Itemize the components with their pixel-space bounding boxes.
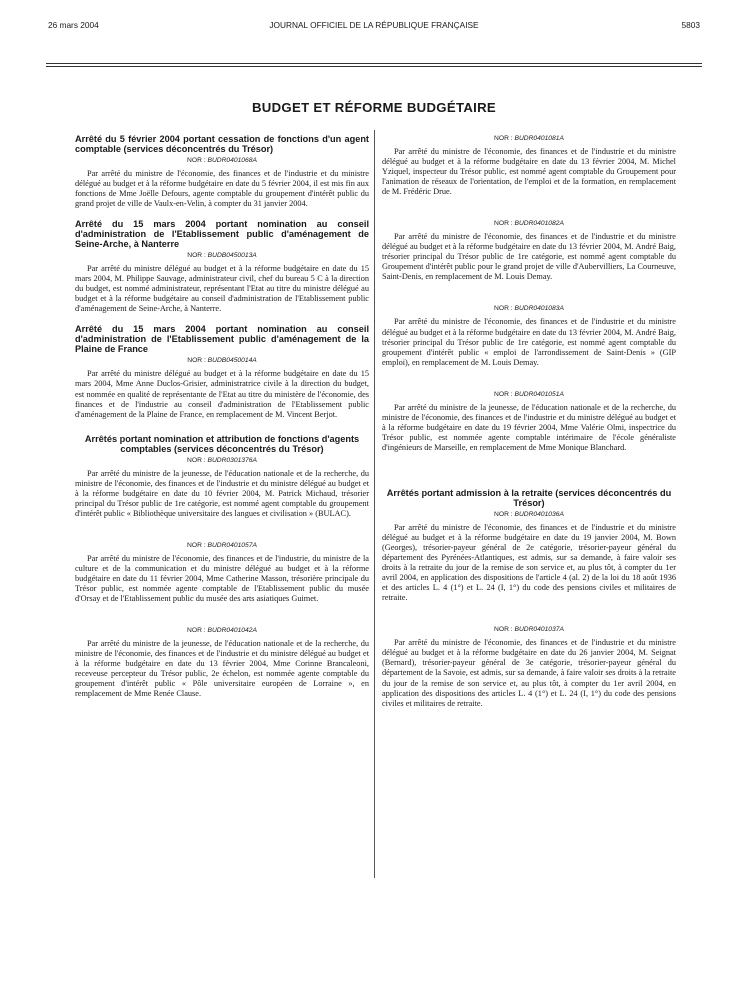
right-column bbox=[382, 134, 676, 709]
nor-code: BUDR0301376A bbox=[207, 456, 257, 464]
nor-reference bbox=[75, 251, 369, 260]
article-text: Par arrêté du ministre de la jeunesse, de l'éducation nationale et de la recherche, du ministre de l'économie, des finances et de l'industrie et du ministre délégué au budget et à la réforme budgétaire en date du 10 février 2004, M. Patrick Michaud, trésorier principal du Trésor public de 1re catégorie, est nommé agent comptable du groupement d'intérêt public « Bibliothèque universitaire des langues et civilisation » (BULAC). bbox=[75, 468, 369, 518]
nor-reference bbox=[382, 390, 676, 399]
header-rule-thin bbox=[46, 66, 702, 67]
article-title: Arrêté du 5 février 2004 portant cessation de fonctions d'un agent comptable (services déconcentrés du Trésor) bbox=[75, 134, 369, 154]
nor-label: NOR : bbox=[187, 541, 206, 549]
article-text: Par arrêté du ministre de l'économie, des finances et de l'industrie et du ministre délégué au budget et à la réforme budgétaire en date du 5 février 2004, il est mis fin aux fonctions de Mme Joëlle Defours, agente comptable du groupement d'intérêt public du grand projet de ville de Vaulx-en-Velin, à compter du 31 janvier 2004. bbox=[75, 169, 369, 209]
article-text: Par arrêté du ministre de l'économie, des finances et de l'industrie et du ministre délégué au budget et à la réforme budgétaire en date du 26 janvier 2004, M. Seignat (Bernard), trésorier-payeur général de 3e catégorie, trésorier-payeur général du département de la Savoie, est admis, sur sa demande, à faire valoir ses droits à la retraite du jour de la remise de son service et, au plus tôt, à compter du 1er avril 2004, en application des dispositions des articles L. 4 (1°) et L. 24 (I, 1°) du code des pensions civiles et militaires de retraite. bbox=[382, 638, 676, 708]
nor-code: BUDB0450013A bbox=[207, 252, 257, 260]
nor-reference bbox=[75, 156, 369, 165]
nor-reference bbox=[75, 541, 369, 550]
nor-code: BUDR0401036A bbox=[514, 510, 564, 518]
article-title: Arrêtés portant nomination et attribution de fonctions d'agents comptables (services déconcentrés du Trésor) bbox=[84, 433, 360, 454]
nor-code: BUDR0401042A bbox=[207, 627, 257, 635]
nor-reference bbox=[382, 219, 676, 228]
article-text: Par arrêté du ministre délégué au budget et à la réforme budgétaire en date du 15 mars 2004, Mme Anne Duclos-Grisier, administratrice civile à la direction du budget, est nommée en qualité de représentante de l'Etat au titre du ministère de l'économie, des finances et de l'industrie au conseil d'administration de l'Etablissement public d'aménagement de la Plaine de France, en remplacement de M. Vincent Berjot. bbox=[75, 369, 369, 419]
article bbox=[75, 626, 369, 699]
nor-reference bbox=[75, 356, 369, 365]
nor-reference bbox=[382, 510, 676, 519]
nor-label: NOR : bbox=[494, 626, 513, 634]
article bbox=[382, 219, 676, 282]
article-title: Arrêtés portant admission à la retraite (services déconcentrés du Trésor) bbox=[386, 487, 672, 508]
article-text: Par arrêté du ministre de l'économie, des finances et de l'industrie et du ministre délégué au budget et à la réforme budgétaire en date du 13 février 2004, M. André Baig, trésorier principal du Trésor public de 1re catégorie, est nommé agent comptable du groupement d'intérêt public « emploi de l'arrondissement de Saint-Denis » (GIP emploi), en remplacement de M. Louis Demay. bbox=[382, 317, 676, 367]
article-text: Par arrêté du ministre de la jeunesse, de l'éducation nationale et de la recherche, du ministre de l'économie, des finances et de l'industrie et du ministre délégué au budget et à la réforme budgétaire en date du 19 février 2004, Mme Valérie Olmi, inspectrice du Trésor public, est nommée agente comptable intérimaire de l'école généraliste d'ingénieurs de Marseille, en remplacement de Mme Monique Blanchard. bbox=[382, 402, 676, 452]
nor-label: NOR : bbox=[494, 390, 513, 398]
nor-label: NOR : bbox=[494, 305, 513, 313]
nor-label: NOR : bbox=[494, 135, 513, 142]
nor-code: BUDR0401057A bbox=[207, 541, 257, 549]
article-title: Arrêté du 15 mars 2004 portant nomination au conseil d'administration de l'Etablissement public d'aménagement de la Plaine de France bbox=[75, 324, 369, 355]
nor-reference bbox=[382, 134, 676, 143]
nor-reference bbox=[382, 625, 676, 634]
article-text: Par arrêté du ministre de l'économie, des finances et de l'industrie et du ministre délégué au budget et à la réforme budgétaire en date du 13 février 2004, M. Michel Yziquel, inspecteur du Trésor public, est nommé agent comptable du Groupement pour l'animation de réseaux de l'orientation, de l'emploi et de la formation, en remplacement de M. Frédéric Drue. bbox=[382, 147, 676, 197]
nor-code: BUDR0401068A bbox=[207, 157, 257, 164]
nor-reference bbox=[75, 456, 369, 465]
nor-reference bbox=[382, 304, 676, 313]
article-text: Par arrêté du ministre délégué au budget et à la réforme budgétaire en date du 15 mars 2004, M. Philippe Sauvage, administrateur civil, chef du bureau 5 C à la direction du budget, est nommé administrateur, représentant l'Etat au titre du ministre délégué au budget et à la réforme budgétaire au conseil d'administration de l'Etablissement public d'aménagement de Seine-Arche, à Nanterre. bbox=[75, 264, 369, 314]
nor-code: BUDR0401081A bbox=[514, 135, 564, 142]
article bbox=[382, 304, 676, 367]
left-column bbox=[75, 134, 369, 699]
article bbox=[75, 434, 369, 519]
article-text: Par arrêté du ministre de l'économie, des finances et de l'industrie et du ministre délégué au budget et à la réforme budgétaire en date du 19 janvier 2004, M. Bown (Georges), trésorier-payeur général de 2e catégorie, trésorier-payeur général du département des Pyrénées-Atlantiques, est admis, sur sa demande, à faire valoir ses droits à la retraite du jour de la remise de son service et, au plus tôt, à compter du 1er avril 2004, en application des dispositions de l'article 4 (al. 2) de la loi du 18 août 1936 et des articles L. 4 (1°) et L. 24 (I, 1°) du code des pensions civiles et militaires de retraite. bbox=[382, 522, 676, 603]
header-rule-thick bbox=[46, 63, 702, 64]
column-divider bbox=[374, 130, 375, 878]
page-number: 5803 bbox=[681, 20, 700, 30]
article-title: Arrêté du 15 mars 2004 portant nomination au conseil d'administration de l'Etablissement public d'aménagement de Seine-Arche, à Nanterre bbox=[75, 219, 369, 250]
nor-label: NOR : bbox=[187, 456, 206, 464]
nor-code: BUDR0401082A bbox=[514, 220, 564, 228]
article-text: Par arrêté du ministre de l'économie, des finances et de l'industrie et du ministre délégué au budget et à la réforme budgétaire en date du 13 février 2004, M. André Baig, trésorier principal du Trésor public de 1re catégorie, est nommé agent comptable du Groupement d'intérêt public pour le grand projet de ville d'Aubervilliers, La Courneuve, Saint-Denis, en remplacement de M. Louis Demay. bbox=[382, 232, 676, 282]
nor-label: NOR : bbox=[494, 220, 513, 228]
nor-code: BUDR0401051A bbox=[514, 390, 564, 398]
article bbox=[75, 134, 369, 209]
journal-title: JOURNAL OFFICIEL DE LA RÉPUBLIQUE FRANÇAISE bbox=[269, 20, 479, 30]
page-header bbox=[48, 20, 700, 34]
nor-code: BUDB0450014A bbox=[207, 357, 257, 365]
article bbox=[382, 390, 676, 453]
article bbox=[382, 625, 676, 708]
nor-label: NOR : bbox=[187, 357, 206, 365]
article bbox=[382, 488, 676, 603]
article-text: Par arrêté du ministre de l'économie, des finances et de l'industrie, du ministre de la culture et de la communication et du ministre délégué au budget et à la réforme budgétaire en date du 11 février 2004, Mme Catherine Masson, trésorière principale du Trésor public, est nommée agente comptable de l'Etablissement public du musée d'Orsay et de l'Etablissement public du musée des arts asiatiques Guimet. bbox=[75, 553, 369, 604]
article bbox=[75, 219, 369, 314]
article bbox=[382, 134, 676, 197]
nor-label: NOR : bbox=[187, 627, 206, 635]
nor-reference bbox=[75, 626, 369, 635]
article-text: Par arrêté du ministre de la jeunesse, de l'éducation nationale et de la recherche, du ministre de l'économie, des finances et de l'industrie et du ministre délégué au budget et à la réforme budgétaire en date du 13 février 2004, Mme Corinne Brancaleoni, receveuse percepteur du Trésor public, 2e échelon, est nommée agente comptable du groupement d'intérêt public « Pôle universitaire européen de Lorraine », en remplacement de Mme Renée Clause. bbox=[75, 639, 369, 699]
nor-code: BUDR0401037A bbox=[514, 626, 564, 634]
article bbox=[75, 324, 369, 419]
nor-label: NOR : bbox=[187, 252, 206, 260]
article bbox=[75, 541, 369, 604]
section-title: BUDGET ET RÉFORME BUDGÉTAIRE bbox=[251, 100, 497, 115]
nor-label: NOR : bbox=[187, 157, 206, 164]
issue-date: 26 mars 2004 bbox=[48, 20, 99, 30]
nor-label: NOR : bbox=[494, 510, 513, 518]
nor-code: BUDR0401083A bbox=[514, 305, 564, 313]
